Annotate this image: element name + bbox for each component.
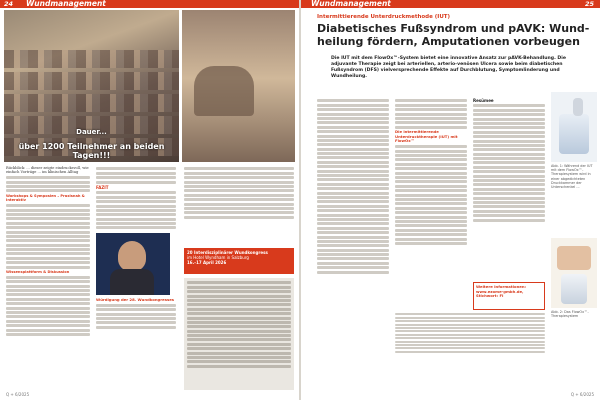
announcement-line-3: 16.–17 April 2026 — [187, 260, 227, 265]
photo-caption-1: Dauer... — [76, 128, 107, 136]
article-kicker: Intermittierende Unterdruckmethode (IUT) — [317, 14, 451, 20]
congress-announcement — [184, 248, 294, 274]
bullet-workshops: Workshops & Symposien – Praxisnah & Interaktiv — [6, 193, 85, 203]
article-lead: Die IUT mit dem FlowOx™-System bietet eine innovative Ansatz zur pAVK-Behandlung. Die adjuvante Therapie zeigt bei arteriellen, arterio-venösen Ulcera sowie beim diabetischen Fußsyndrom (DFS) vielversprechende Effekte auf Durchblutung, Symptomlinderung und Wundheilung. — [331, 56, 566, 79]
right-running-head-bar — [301, 0, 600, 8]
left-running-head-bar — [0, 0, 299, 8]
right-page-number: 25 — [584, 0, 594, 8]
info-box — [184, 278, 294, 390]
fazit-label: FAZIT — [96, 184, 109, 190]
speaker-caption: Würdigung der 28. Wundkongresses — [96, 297, 175, 303]
right-footer: Q + 6/2025 — [570, 392, 594, 397]
device-caption-2: Abb. 2: Das FlowOx™-Therapiesystem — [551, 310, 589, 319]
left-column-2 — [96, 166, 176, 391]
section-heading-resuemee: Resümee — [473, 98, 494, 103]
right-page — [301, 0, 600, 400]
article-title-line-2: heilung fördern, Amputationen vorbeugen — [317, 35, 580, 48]
article-title-line-1: Diabetisches Fußsyndrom und pAVK: Wund- — [317, 22, 590, 35]
device-caption-1: Abb. 1: Während der IUT mit dem FlowOx™-Therapiesystem wird in einer abgedichteten Druckkammer der Unterschenkel ... — [551, 164, 593, 190]
bullet-wissensplattform: Wissensplattform & Diskussion — [6, 270, 70, 275]
announcement-line-1: 20 Interdisziplinärer Wundkongress — [187, 250, 268, 255]
section-heading-iut: Die intermittierende Unterdrucktherapie (IUT) mit FlowOx™ — [395, 129, 458, 144]
references — [395, 312, 545, 390]
device-image-1 — [551, 92, 597, 162]
device-image-2 — [551, 238, 597, 308]
left-page — [0, 0, 299, 400]
left-page-number: 24 — [4, 0, 14, 8]
left-intro: Rückblick: ... dieser zeigte eindrucksvoll, wie einfach Vorträge ... im klinischen Alltag — [6, 166, 89, 175]
right-column-2 — [395, 98, 467, 298]
conference-photo — [4, 10, 179, 162]
right-column-1 — [317, 98, 389, 388]
right-column-3 — [473, 98, 545, 278]
right-running-head: Wundmanagement — [311, 0, 391, 8]
left-running-head: Wundmanagement — [26, 0, 106, 8]
speaker-photo — [96, 233, 170, 295]
contact-box — [473, 282, 545, 310]
audience-photo — [182, 10, 295, 162]
announcement-line-2: im Hotel Wyndham in Salzburg — [187, 255, 249, 260]
photo-caption-2: über 1200 Teilnehmer an beiden Tagen!!! — [18, 142, 165, 160]
left-column-1 — [6, 166, 90, 391]
left-footer: Q + 6/2025 — [6, 392, 30, 397]
left-column-3 — [184, 166, 294, 246]
contact-text: Weitere Informationen: www.ezome-gmbh.de, Stichwort: FI — [476, 284, 527, 299]
